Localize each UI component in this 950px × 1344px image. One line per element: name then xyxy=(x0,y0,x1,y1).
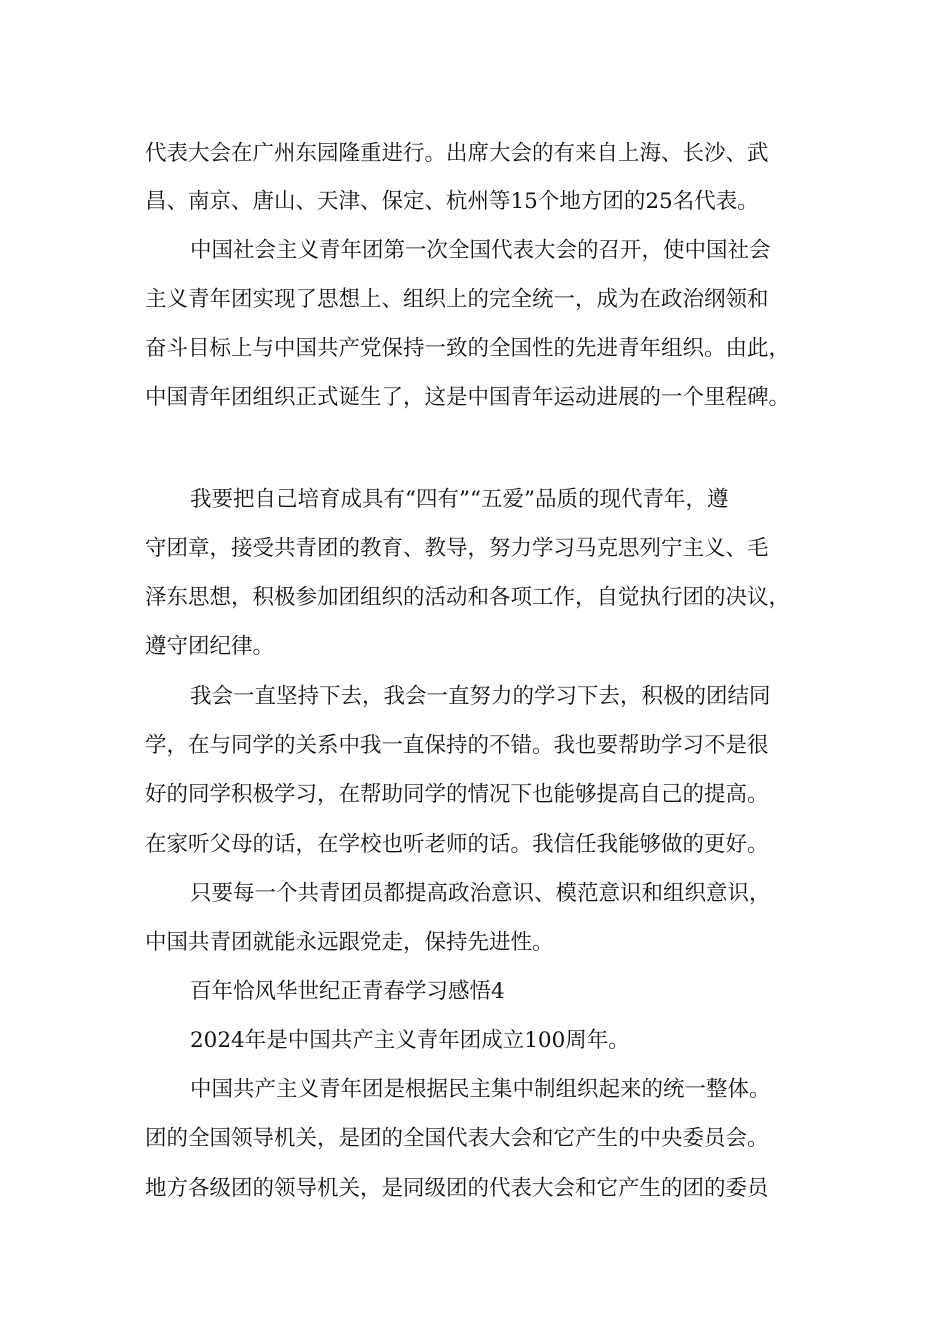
text-line-4: 主义青年团实现了思想上、组织上的完全统一，成为在政治纲领和 xyxy=(145,287,769,312)
text-line-12: 学，在与同学的关系中我一直保持的不错。我也要帮助学习不是很 xyxy=(145,733,769,758)
text-line-6: 中国青年团组织正式诞生了，这是中国青年运动进展的一个里程碑。 xyxy=(145,385,791,410)
text-line-13: 好的同学积极学习，在帮助同学的情况下也能够提高自己的提高。 xyxy=(145,782,769,807)
text-line-16: 中国共青团就能永远跟党走，保持先进性。 xyxy=(145,930,554,955)
section-heading: 百年恰风华世纪正青春学习感悟4 xyxy=(190,979,505,1004)
text-line-21: 地方各级团的领导机关，是同级团的代表大会和它产生的团的委员 xyxy=(145,1176,769,1201)
text-line-5: 奋斗目标上与中国共产党保持一致的全国性的先进青年组织。由此， xyxy=(145,336,791,361)
paragraph-start-line-7: 我要把自己培育成具有“四有”“五爱”品质的现代青年，遵 xyxy=(190,487,729,512)
paragraph-start-line-15: 只要每一个共青团员都提高政治意识、模范意识和组织意识， xyxy=(190,881,771,906)
text-line-8: 守团章，接受共青团的教育、教导，努力学习马克思列宁主义、毛 xyxy=(145,536,769,561)
text-line-14: 在家听父母的话，在学校也听老师的话。我信任我能够做的更好。 xyxy=(145,832,769,857)
paragraph-start-line-11: 我会一直坚持下去，我会一直努力的学习下去，积极的团结同 xyxy=(190,684,771,709)
paragraph-start-line-19: 中国共产主义青年团是根据民主集中制组织起来的统一整体。 xyxy=(190,1077,771,1102)
text-line-20: 团的全国领导机关，是团的全国代表大会和它产生的中央委员会。 xyxy=(145,1126,769,1151)
text-line-1: 代表大会在广州东园隆重进行。出席大会的有来自上海、长沙、武 xyxy=(145,141,769,166)
text-line-10: 遵守团纪律。 xyxy=(145,634,275,659)
paragraph-start-line-3: 中国社会主义青年团第一次全国代表大会的召开，使中国社会 xyxy=(190,238,771,263)
text-line-2: 昌、南京、唐山、天津、保定、杭州等15个地方团的25名代表。 xyxy=(145,189,759,214)
text-line-9: 泽东思想，积极参加团组织的活动和各项工作，自觉执行团的决议， xyxy=(145,585,791,610)
paragraph-line-18: 2024年是中国共产主义青年团成立100周年。 xyxy=(190,1028,630,1053)
